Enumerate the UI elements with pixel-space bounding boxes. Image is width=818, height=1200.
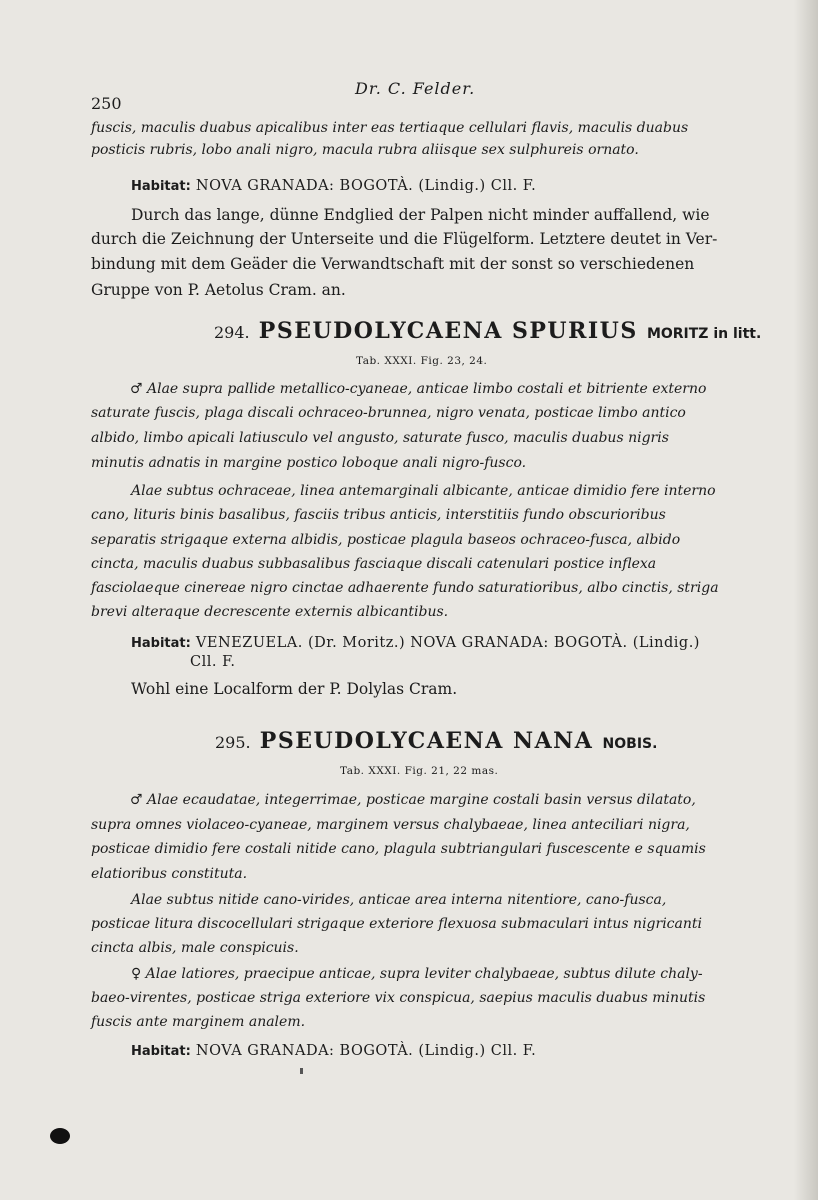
ink-blot: [50, 1128, 70, 1144]
desc-line: fasciolaeque cinereae nigro cinctae adhaerente fundo saturatioribus, albo cinctis, striga: [91, 580, 719, 596]
intro-note-line: bindung mit dem Geäder die Verwandtschaft mit der sonst so verschiedenen: [91, 255, 695, 273]
desc-line: ♂ Alae ecaudatae, integerrimae, posticae margine costali basin versus dilatato,: [130, 792, 696, 808]
habitat-label: Habitat:: [131, 179, 191, 194]
desc-line: supra omnes violaceo-cyaneae, marginem versus chalybaeae, linea anteciliari nigra,: [91, 817, 690, 833]
plate-reference: Tab. XXXI. Fig. 23, 24.: [356, 355, 488, 367]
desc-line: cano, lituris binis basalibus, fasciis tribus anticis, interstitiis fundo obscurioribus: [91, 507, 666, 523]
habitat-text: NOVA GRANADA: BOGOTÀ. (Lindig.) Cll. F.: [195, 1043, 537, 1059]
desc-line: cincta albis, male conspicuis.: [91, 940, 299, 956]
intro-note-line: Durch das lange, dünne Endglied der Palpen nicht minder auffallend, wie: [131, 206, 710, 224]
desc-line: ♀ Alae latiores, praecipue anticae, supra leviter chalybaeae, subtus dilute chaly-: [131, 966, 703, 982]
desc-line: ♂ Alae supra pallide metallico-cyaneae, anticae limbo costali et bitriente externo: [130, 381, 707, 397]
species-habitat: [131, 1040, 536, 1059]
page-edge-shadow: [794, 0, 818, 1200]
desc-line: albido, limbo apicali latiusculo vel angusto, saturate fusco, maculis duabus nigris: [91, 430, 669, 446]
desc-line: cincta, maculis duabus subbasalibus fasciaque discali catenulari postice inflexa: [91, 556, 657, 572]
desc-line: saturate fuscis, plaga discali ochraceo-brunnea, nigro venata, posticae limbo antico: [91, 405, 686, 421]
ink-speck: [300, 1068, 303, 1074]
desc-line: brevi alteraque decrescente externis albicantibus.: [91, 604, 449, 620]
page-number: 250: [91, 94, 122, 113]
habitat-text-continued: Cll. F.: [190, 654, 236, 670]
desc-line: separatis strigaque externa albidis, posticae plagula baseos ochraceo-fusca, albido: [91, 532, 681, 548]
desc-line: fuscis ante marginem analem.: [91, 1014, 306, 1030]
desc-line: posticae litura discocellulari strigaque exteriore flexuosa submaculari intus nigricanti: [91, 916, 702, 932]
habitat-label: Habitat:: [131, 1044, 191, 1059]
desc-line: elatioribus constituta.: [91, 866, 248, 882]
species-note: Wohl eine Localform der P. Dolylas Cram.: [131, 680, 458, 698]
species-authority: MORITZ in litt.: [646, 326, 762, 342]
running-head-author: Dr. C. Felder.: [355, 79, 476, 98]
intro-note-line: Gruppe von P. Aetolus Cram. an.: [91, 281, 346, 299]
species-habitat: [131, 632, 700, 651]
plate-reference: Tab. XXXI. Fig. 21, 22 mas.: [340, 765, 499, 777]
species-name: PSEUDOLYCAENA NANA: [259, 728, 594, 754]
habitat-text: VENEZUELA. (Dr. Moritz.) NOVA GRANADA: BOGOTÀ. (Lindig.): [195, 635, 700, 651]
species-number: 295.: [215, 733, 251, 752]
intro-note-line: durch die Zeichnung der Unterseite und die Flügelform. Letztere deutet in Ver-: [91, 230, 718, 248]
desc-line: baeo-virentes, posticae striga exteriore vix conspicua, saepius maculis duabus minutis: [91, 990, 706, 1006]
species-number: 294.: [214, 323, 250, 342]
desc-line: posticae dimidio fere costali nitide cano, plagula subtriangulari fuscescente e squamis: [91, 841, 706, 857]
intro-line: posticis rubris, lobo anali nigro, macula rubra aliisque sex sulphureis ornato.: [91, 142, 639, 158]
species-heading: [214, 318, 761, 344]
desc-line: Alae subtus ochraceae, linea antemarginali albicante, anticae dimidio fere interno: [131, 483, 716, 499]
habitat-label: Habitat:: [131, 636, 191, 651]
species-authority: NOBIS.: [602, 736, 658, 752]
intro-line: fuscis, maculis duabus apicalibus inter eas tertiaque cellulari flavis, maculis duabus: [91, 120, 689, 136]
species-name: PSEUDOLYCAENA SPURIUS: [258, 318, 638, 344]
habitat-text: NOVA GRANADA: BOGOTÀ. (Lindig.) Cll. F.: [195, 178, 537, 194]
desc-line: Alae subtus nitide cano-virides, anticae area interna nitentiore, cano-fusca,: [131, 892, 667, 908]
species-heading: [215, 728, 657, 754]
intro-habitat: [131, 175, 536, 194]
desc-line: minutis adnatis in margine postico loboque anali nigro-fusco.: [91, 455, 527, 471]
